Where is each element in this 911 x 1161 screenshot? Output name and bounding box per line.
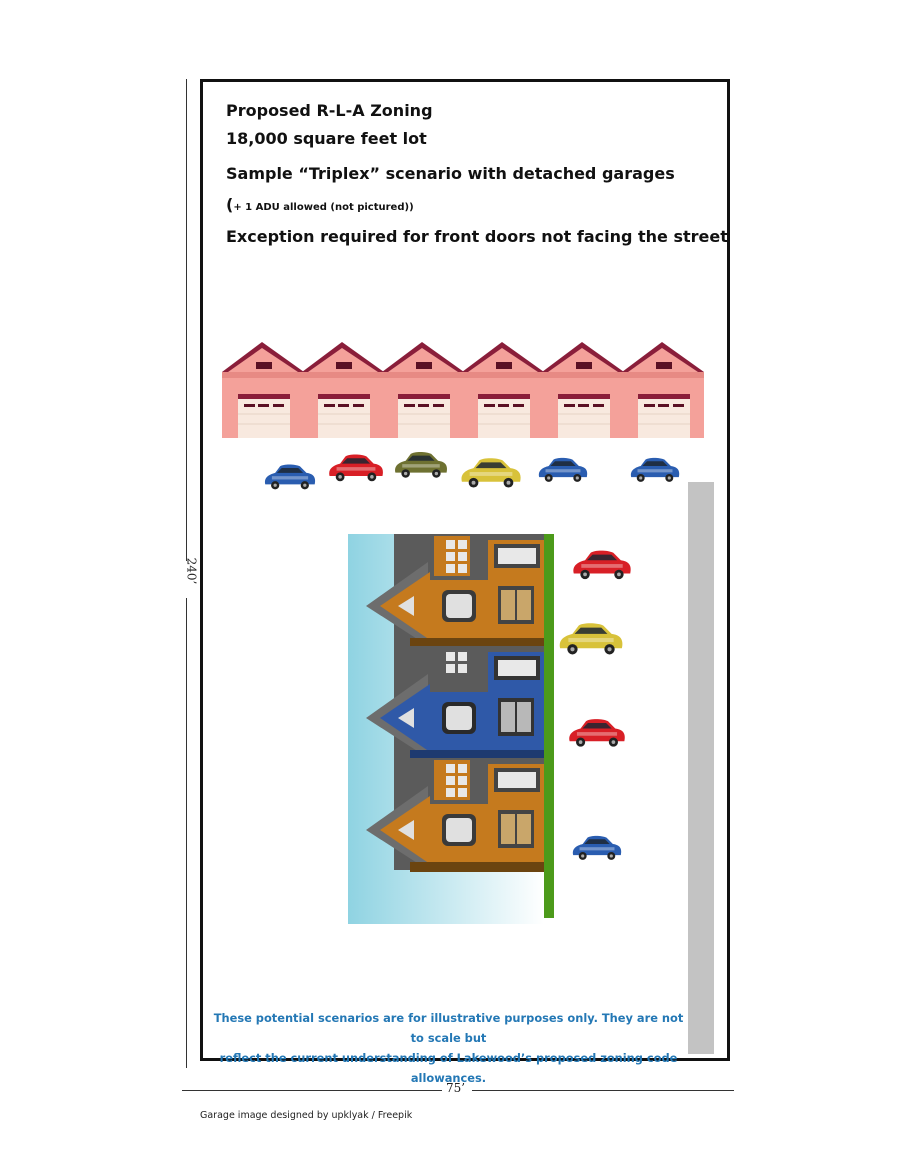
garage-6: [622, 342, 704, 438]
garage-4: [462, 342, 544, 438]
disclaimer-line-2: reflect the current understanding of Lakewood’s proposed zoning code allowances.: [219, 1051, 678, 1085]
width-dimension-label: 75’: [446, 1081, 466, 1095]
adu-note: [226, 195, 414, 214]
adu-note-paren: (: [226, 195, 234, 214]
car-red-1: [326, 451, 386, 485]
depth-dimension-label: 240’: [184, 557, 199, 585]
garage-1: [222, 342, 304, 438]
car-red-3: [566, 716, 628, 750]
car-yellow-2: [556, 620, 626, 658]
garage-5: [542, 342, 624, 438]
depth-dimension-line-bottom: [186, 598, 187, 1068]
garage-2: [302, 342, 384, 438]
depth-dimension-line-top: [186, 79, 187, 561]
image-credit: Garage image designed by upklyak / Freepik: [200, 1110, 413, 1121]
zoning-title: Proposed R-L-A Zoning: [226, 101, 433, 120]
triplex-illustration: [348, 534, 556, 924]
scenario-title: Sample “Triplex” scenario with detached garages: [226, 164, 675, 183]
car-olive-1: [392, 448, 450, 482]
width-dimension-line-left: [182, 1090, 442, 1091]
lot-size: 18,000 square feet lot: [226, 129, 427, 148]
car-blue-2: [536, 454, 590, 486]
car-blue-1: [262, 460, 318, 494]
garage-3: [382, 342, 464, 438]
exception-note: Exception required for front doors not facing the street: [226, 227, 728, 246]
width-dimension-line-right: [472, 1090, 734, 1091]
car-yellow-1: [458, 455, 524, 491]
car-blue-3: [628, 454, 682, 486]
adu-note-text: + 1 ADU allowed (not pictured)): [233, 202, 414, 213]
disclaimer: [206, 1008, 691, 1088]
street-strip: [688, 482, 714, 1054]
lawn-edge-line: [544, 534, 554, 918]
garages-illustration: [222, 338, 706, 440]
disclaimer-line-1: These potential scenarios are for illustrative purposes only. They are not to scale but: [213, 1011, 684, 1045]
car-blue-4: [570, 832, 624, 864]
car-red-2: [570, 548, 634, 582]
